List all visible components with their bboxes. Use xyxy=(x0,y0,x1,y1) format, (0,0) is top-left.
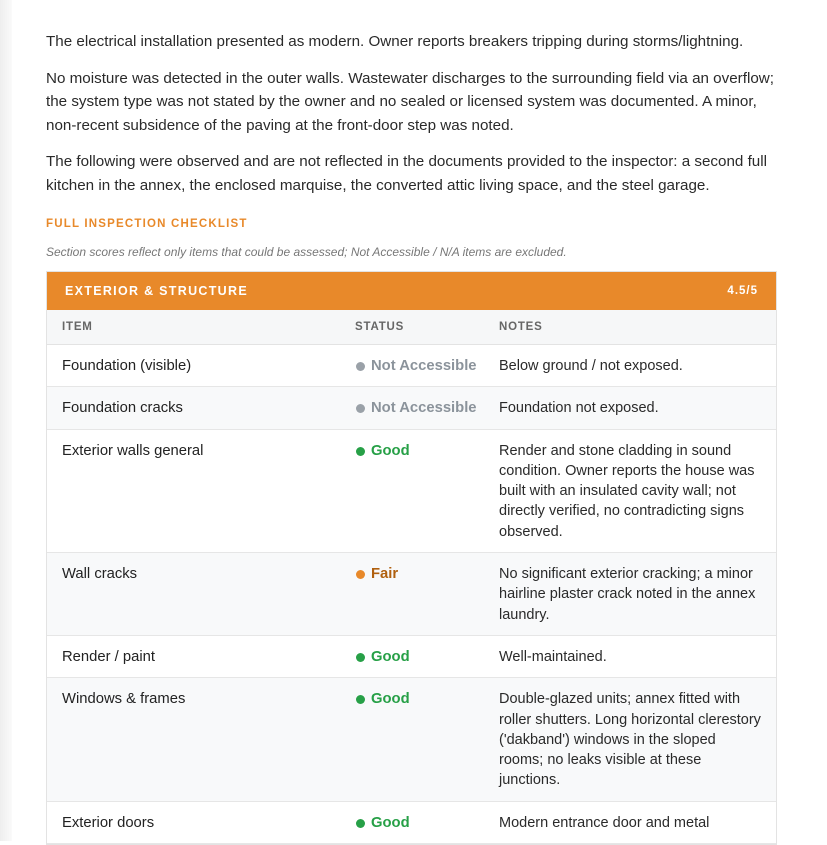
section-title: EXTERIOR & STRUCTURE xyxy=(65,284,248,298)
row-item: Foundation cracks xyxy=(62,400,183,417)
row-item: Render / paint xyxy=(62,648,155,665)
row-notes: Modern entrance door and metal xyxy=(499,814,710,831)
status-label: Not Accessible xyxy=(371,400,477,417)
table-row xyxy=(47,802,776,844)
status-dot-icon xyxy=(356,404,365,413)
row-item: Exterior doors xyxy=(62,814,155,831)
status-dot-icon xyxy=(356,695,365,704)
column-header-item: ITEM xyxy=(62,321,93,333)
column-header-notes: NOTES xyxy=(499,321,543,333)
status-badge xyxy=(355,356,499,376)
table-row xyxy=(47,387,776,429)
left-gutter xyxy=(0,0,12,841)
row-notes: Foundation not exposed. xyxy=(499,400,659,417)
row-notes: Well-maintained. xyxy=(499,648,607,665)
status-badge xyxy=(355,689,499,790)
status-dot-icon xyxy=(356,570,365,579)
status-badge xyxy=(355,647,499,667)
status-label: Good xyxy=(371,691,410,708)
status-badge xyxy=(355,564,499,625)
paragraph-observations: The following were observed and are not reflected in the documents provided to the inspector: a second full kitchen in the annex, the enclosed marquise, the converted attic living space, and the steel garage. xyxy=(46,153,767,194)
status-badge xyxy=(355,813,499,833)
status-label: Not Accessible xyxy=(371,358,477,374)
status-dot-icon xyxy=(356,819,365,828)
section-score: 4.5/5 xyxy=(727,285,758,297)
row-item: Exterior walls general xyxy=(62,442,204,459)
row-notes: No significant exterior cracking; a minor hairline plaster crack noted in the annex laundry. xyxy=(499,566,756,623)
table-row xyxy=(47,553,776,636)
status-label: Good xyxy=(371,814,410,831)
row-item: Windows & frames xyxy=(62,691,186,708)
row-notes: Double-glazed units; annex fitted with roller shutters. Long horizontal clerestory ('dakband') windows in the sloped rooms; no leaks visible at these junctions. xyxy=(499,691,761,789)
report-content xyxy=(46,30,777,845)
table-row xyxy=(47,678,776,801)
row-item: Wall cracks xyxy=(62,566,138,583)
status-label: Fair xyxy=(371,566,399,583)
checklist-note: Section scores reflect only items that could be assessed; Not Accessible / N/A items are excluded. xyxy=(46,245,567,259)
status-label: Good xyxy=(371,442,410,459)
table-row xyxy=(47,345,776,387)
row-notes: Render and stone cladding in sound condition. Owner reports the house was built with an insulated cavity wall; not directly verified, no contradicting signs observed. xyxy=(499,442,755,540)
paragraph-electrical: The electrical installation presented as modern. Owner reports breakers tripping during storms/lightning. xyxy=(46,33,744,50)
status-badge xyxy=(355,398,499,418)
paragraph-moisture: No moisture was detected in the outer walls. Wastewater discharges to the surrounding field via an overflow; the system type was not stated by the owner and no sealed or licensed system was documented. A minor, non-recent subsidence of the paving at the front-door step was noted. xyxy=(46,69,774,134)
status-dot-icon xyxy=(356,447,365,456)
table-header xyxy=(47,310,776,345)
column-header-status: STATUS xyxy=(355,321,405,333)
status-badge xyxy=(355,441,499,542)
status-dot-icon xyxy=(356,362,365,371)
table-body xyxy=(47,345,776,844)
exterior-structure-table xyxy=(46,271,777,845)
row-notes: Below ground / not exposed. xyxy=(499,358,683,374)
section-banner xyxy=(47,272,776,310)
table-row xyxy=(47,430,776,553)
status-dot-icon xyxy=(356,653,365,662)
table-row xyxy=(47,636,776,678)
checklist-heading: FULL INSPECTION CHECKLIST xyxy=(46,218,248,230)
row-item: Foundation (visible) xyxy=(62,358,192,374)
status-label: Good xyxy=(371,648,410,665)
